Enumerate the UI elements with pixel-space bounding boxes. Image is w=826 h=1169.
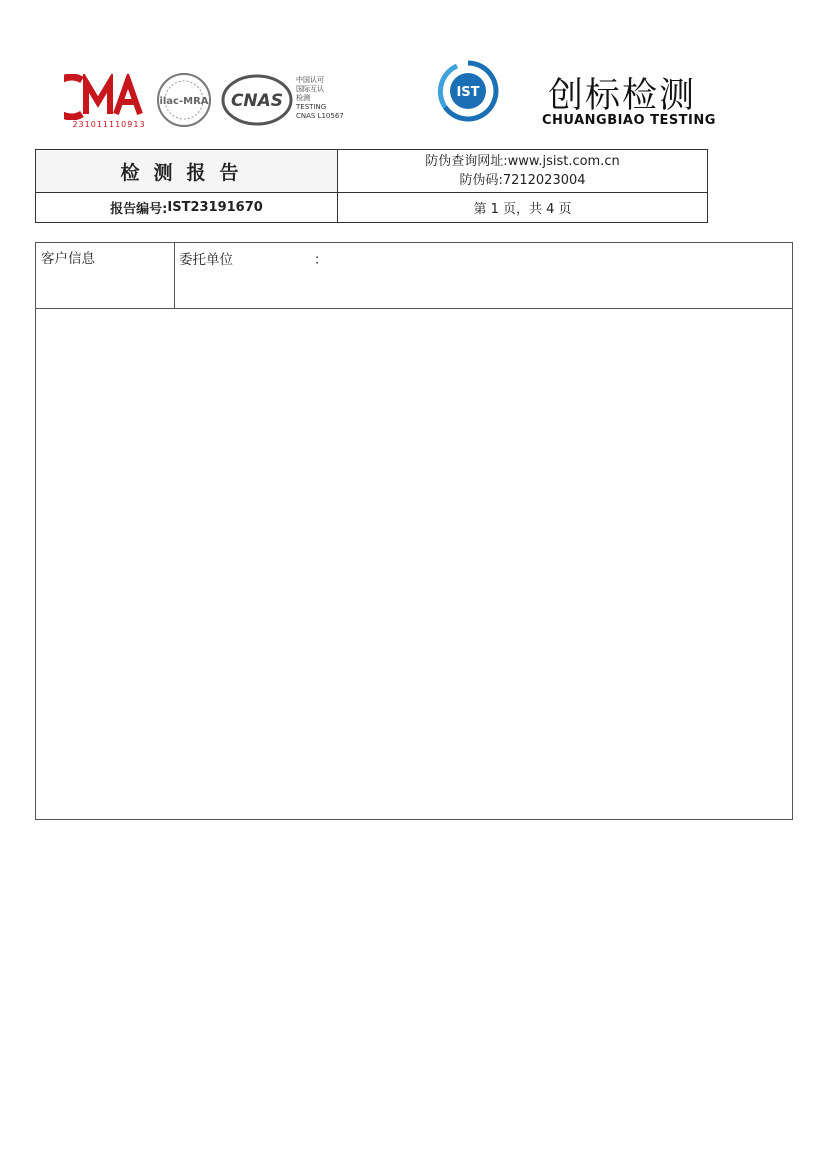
cnas-caption: 中国认可 国际互认 检测 TESTING CNAS L10567	[296, 76, 344, 120]
brand-name-cn: 创标检测	[548, 76, 697, 116]
brand-name-en: CHUANGBIAO TESTING	[542, 113, 716, 128]
cnas-logo	[221, 72, 293, 128]
client-info-label: 客户信息	[36, 243, 175, 308]
entrust-unit-label: 委托单位	[179, 252, 233, 268]
report-number-value: IST23191670	[167, 200, 263, 215]
anti-fake-code: 7212023004	[502, 173, 586, 188]
report-info-table	[35, 149, 708, 223]
cma-number: 231011110913	[72, 120, 146, 129]
qr-code[interactable]	[716, 149, 790, 223]
ist-brand-logo	[437, 60, 499, 122]
ilac-mra-logo	[156, 72, 212, 128]
report-title: 检测报告	[36, 150, 338, 193]
anti-fake-info: 防伪查询网址:www.jsist.com.cn 防伪码:7212023004	[338, 150, 707, 193]
ilac-text: ilac-MRA	[159, 96, 209, 107]
main-table	[35, 242, 793, 820]
report-number: 报告编号: IST23191670	[36, 193, 338, 222]
page-info: 第 1 页，共 4 页	[473, 202, 572, 217]
row-client-info: 客户信息 委托单位 ：	[36, 243, 792, 309]
query-site-link[interactable]: www.jsist.com.cn	[507, 154, 620, 169]
cnas-text: CNAS	[230, 91, 284, 111]
cma-logo	[64, 74, 148, 120]
svg-text:IST: IST	[456, 85, 480, 100]
